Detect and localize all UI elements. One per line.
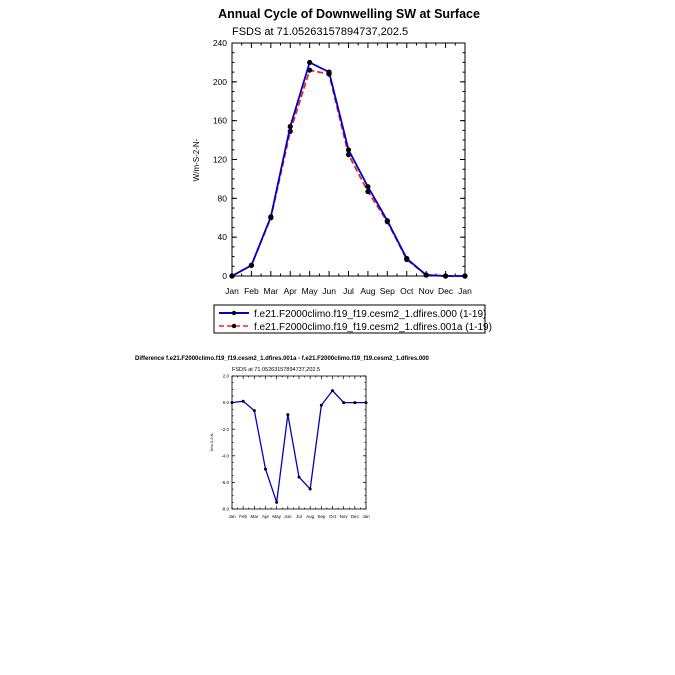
y-tick-label: 80 xyxy=(217,193,227,204)
series-1-point xyxy=(231,401,234,404)
y-tick-label: -6.0 xyxy=(221,479,229,485)
series-1-point xyxy=(320,404,323,407)
y-tick-label: 240 xyxy=(212,37,227,48)
x-tick-label: Jan xyxy=(228,514,236,519)
difference-chart-title: Difference f.e21.F2000climo.f19_f19.cesm2_1.dfires.001a - f.e21.F2000climo.f19_f19.cesm2_1.dfires.000 xyxy=(135,356,429,362)
series-1-point xyxy=(264,468,267,471)
series-1-point xyxy=(249,263,254,268)
x-tick-label: Nov xyxy=(418,286,434,296)
series-line-2 xyxy=(232,70,465,276)
y-tick-label: 2.0 xyxy=(222,373,229,379)
legend-marker-series-2 xyxy=(232,324,236,328)
difference-chart-series xyxy=(231,389,368,504)
main-chart-title: Annual Cycle of Downwelling SW at Surface xyxy=(218,7,480,21)
series-1-point xyxy=(275,501,278,504)
x-tick-label: Oct xyxy=(400,286,414,296)
x-tick-label: Jul xyxy=(343,286,354,296)
difference-chart-frame xyxy=(232,376,366,509)
main-chart-series xyxy=(229,60,467,279)
series-1-point xyxy=(365,401,368,404)
x-tick-label: Sep xyxy=(317,514,326,519)
series-1-point xyxy=(353,401,356,404)
x-tick-label: Oct xyxy=(328,514,337,519)
series-1-point xyxy=(326,70,331,75)
main-chart-ylabel: W/m-S-2-N- xyxy=(192,138,201,182)
y-tick-label: 0 xyxy=(222,270,227,281)
series-line-1 xyxy=(232,62,465,276)
main-chart xyxy=(192,7,492,333)
x-tick-label: Jan xyxy=(362,514,370,519)
legend-marker-series-1 xyxy=(232,311,236,315)
series-1-point xyxy=(298,476,301,479)
x-tick-label: Feb xyxy=(239,514,248,519)
series-1-point xyxy=(331,389,334,392)
series-1-point xyxy=(242,400,245,403)
x-tick-label: Feb xyxy=(244,286,259,296)
main-chart-legend xyxy=(214,305,492,333)
x-tick-label: Jan xyxy=(458,286,472,296)
series-1-point xyxy=(268,214,273,219)
y-tick-label: 120 xyxy=(212,154,227,165)
x-tick-label: Nov xyxy=(339,514,348,519)
x-tick-label: Aug xyxy=(306,514,315,519)
x-tick-label: Apr xyxy=(261,514,270,519)
x-tick-label: Jun xyxy=(284,514,292,519)
legend-label-series-1: f.e21.F2000climo.f19_f19.cesm2_1.dfires.000 (1-19) xyxy=(254,309,487,320)
y-tick-label: -2.0 xyxy=(221,426,229,432)
series-1-point xyxy=(288,124,293,129)
series-1-point xyxy=(385,218,390,223)
x-tick-label: Mar xyxy=(263,286,279,296)
series-line-1 xyxy=(232,391,366,503)
series-1-point xyxy=(229,273,234,278)
series-1-point xyxy=(253,409,256,412)
series-1-point xyxy=(462,273,467,278)
x-tick-label: Mar xyxy=(250,514,259,519)
y-tick-label: 200 xyxy=(212,76,227,87)
x-tick-label: Dec xyxy=(350,514,359,519)
series-1-point xyxy=(286,413,289,416)
series-1-point xyxy=(346,147,351,152)
y-tick-label: 40 xyxy=(217,232,227,243)
x-tick-label: Sep xyxy=(379,286,395,296)
main-chart-subtitle: FSDS at 71.05263157894737,202.5 xyxy=(232,26,409,38)
x-tick-label: Apr xyxy=(283,286,297,296)
x-tick-label: Jan xyxy=(225,286,239,296)
difference-chart-subtitle: FSDS at 71.05263157894737,202.5 xyxy=(232,367,321,373)
y-tick-label: -8.0 xyxy=(221,506,229,512)
series-1-point xyxy=(424,272,429,277)
x-tick-label: May xyxy=(301,286,318,296)
main-chart-frame xyxy=(232,43,465,276)
series-1-point xyxy=(309,488,312,491)
series-1-point xyxy=(365,184,370,189)
difference-chart-ticks xyxy=(221,374,370,519)
difference-chart xyxy=(135,356,430,519)
difference-chart-ylabel: W/m-S-2-N- xyxy=(210,432,214,452)
series-1-point xyxy=(342,401,345,404)
x-tick-label: May xyxy=(272,514,281,519)
legend-label-series-2: f.e21.F2000climo.f19_f19.cesm2_1.dfires.001a (1-19) xyxy=(254,322,492,333)
y-tick-label: -4.0 xyxy=(221,453,229,459)
series-1-point xyxy=(307,60,312,65)
x-tick-label: Dec xyxy=(438,286,454,296)
x-tick-label: Aug xyxy=(360,286,376,296)
x-tick-label: Jul xyxy=(296,514,302,519)
x-tick-label: Jun xyxy=(322,286,336,296)
series-1-point xyxy=(404,256,409,261)
y-tick-label: 160 xyxy=(212,115,227,126)
y-tick-label: 0.0 xyxy=(222,400,229,406)
main-chart-ticks xyxy=(213,38,472,296)
series-1-point xyxy=(443,273,448,278)
